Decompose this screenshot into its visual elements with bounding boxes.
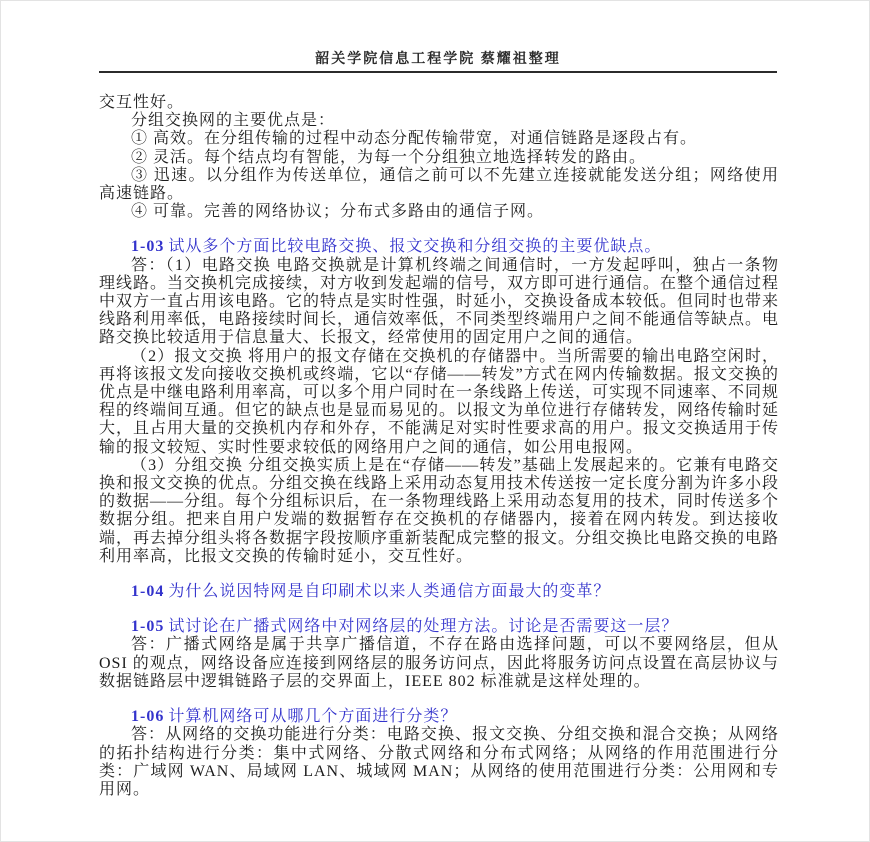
answer-1-06: 答：从网络的交换功能进行分类：电路交换、报文交换、分组交换和混合交换；从网络的拓扑结构进行分类：集中式网络、分散式网络和分布式网络；从网络的作用范围进行分类：广域网 WAN、局域网 LAN、城域网 MAN；从网络的使用范围进行分类：公用网和专用网。 xyxy=(99,726,779,798)
question-1-03 xyxy=(99,238,779,256)
page-header xyxy=(99,48,777,73)
question-number: 1-04 xyxy=(131,583,165,601)
question-number: 1-06 xyxy=(131,708,165,726)
advantage-item-1: ① 高效。在分组传输的过程中动态分配传输带宽，对通信链路是逐段占有。 xyxy=(131,130,698,148)
question-1-04 xyxy=(99,583,779,601)
question-1-05 xyxy=(99,618,779,636)
answer-1-03-packet-switching: （3）分组交换 分组交换实质上是在“存储——转发”基础上发展起来的。它兼有电路交换和报文交换的优点。分组交换在线路上采用动态复用技术传送按一定长度分割为许多小段的数据——分组。每个分组标识后，在一条物理线路上采用动态复用的技术，同时传送多个数据分组。把来自用户发端的数据暂存在交换机的存储器内，接着在网内转发。到达接收端，再去掉分组头将各数据字段按顺序重新装配成完整的报文。分组交换比电路交换的电路利用率高，比报文交换的传输时延小，交互性好。 xyxy=(99,456,780,565)
answer-1-03-message-switching: （2）报文交换 将用户的报文存储在交换机的存储器中。当所需要的输出电路空闲时，再将该报文发向接收交换机或终端，它以“存储——转发”方式在网内传输数据。报文交换的优点是中继电路利用率高，可以多个用户同时在一条线路上传送，可实现不同速率、不同规程的终端间互通。但它的缺点也是显而易见的。以报文为单位进行存储转发，网络传输时延大，且占用大量的交换机内存和外存，不能满足对实时性要求高的用户。报文交换适用于传输的报文较短、实时性要求较低的网络用户之间的通信，如公用电报网。 xyxy=(99,347,780,456)
question-text: 计算机网络可从哪几个方面进行分类？ xyxy=(168,708,458,726)
answer-1-03-circuit-switching: 答：（1）电路交换 电路交换就是计算机终端之间通信时，一方发起呼叫，独占一条物理线路。当交换机完成接续，对方收到发起端的信号，双方即可进行通信。在整个通信过程中双方一直占用该电路。它的特点是实时性强，时延小，交换设备成本较低。但同时也带来线路利用率低，电路接续时间长，通信效率低，不同类型终端用户之间不能通信等缺点。电路交换比较适用于信息量大、长报文，经常使用的固定用户之间的通信。 xyxy=(99,256,780,347)
question-text: 试从多个方面比较电路交换、报文交换和分组交换的主要优缺点。 xyxy=(168,238,662,256)
answer-1-05: 答：广播式网络是属于共享广播信道，不存在路由选择问题，可以不要网络层，但从 OSI 的观点，网络设备应连接到网络层的服务访问点，因此将服务访问点设置在高层协议与数据链路层中逻辑链路子层的交界面上，IEEE 802 标准就是这样处理的。 xyxy=(99,636,779,690)
question-text: 试讨论在广播式网络中对网络层的处理方法。讨论是否需要这一层？ xyxy=(168,618,679,636)
advantage-item-2: ② 灵活。每个结点均有智能，为每一个分组独立地选择转发的路由。 xyxy=(131,148,647,166)
advantage-item-3: ③ 迅速。以分组作为传送单位，通信之前可以不先建立连接就能发送分组；网络使用高速链路。 xyxy=(99,166,779,203)
question-1-06 xyxy=(99,708,779,726)
question-text: 为什么说因特网是自印刷术以来人类通信方面最大的变革？ xyxy=(168,583,611,601)
paragraph-advantages-intro: 分组交换网的主要优点是： xyxy=(131,112,336,130)
header-title: 韶关学院信息工程学院 蔡耀祖整理 xyxy=(315,52,561,67)
document-body xyxy=(99,94,779,799)
advantage-item-4: ④ 可靠。完善的网络协议；分布式多路由的通信子网。 xyxy=(131,203,545,221)
paragraph-continued: 交互性好。 xyxy=(99,94,185,111)
question-number: 1-05 xyxy=(131,618,165,636)
question-number: 1-03 xyxy=(131,238,165,256)
